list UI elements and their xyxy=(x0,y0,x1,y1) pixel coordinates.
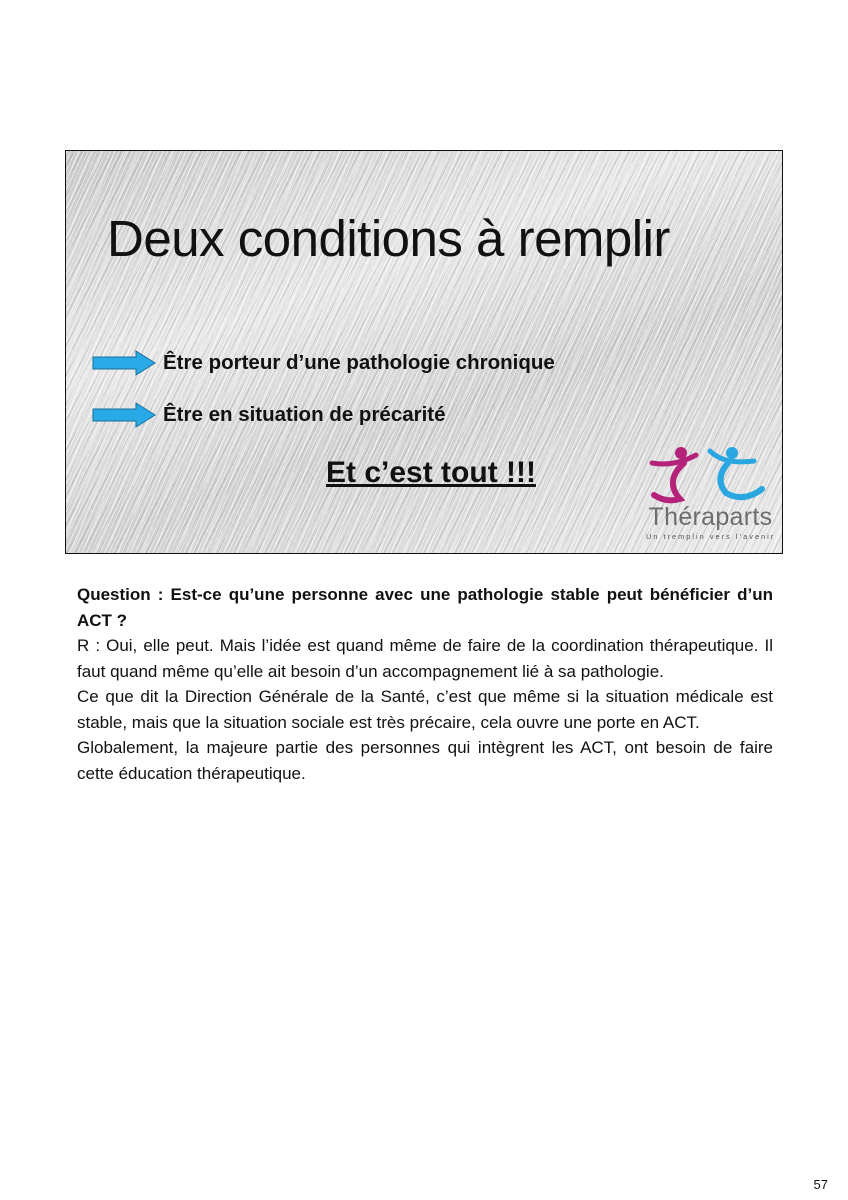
logo-name: Théraparts xyxy=(648,503,773,531)
bullet-text: Être porteur d’une pathologie chronique xyxy=(163,351,555,374)
transcript-text xyxy=(77,582,773,786)
slide xyxy=(65,150,783,554)
page-number: 57 xyxy=(813,1177,828,1192)
emphasis-text: Et c’est tout !!! xyxy=(326,456,536,489)
slide-title: Deux conditions à remplir xyxy=(107,210,670,267)
dancers-logo-icon xyxy=(644,445,774,509)
bullet-item xyxy=(92,349,555,377)
answer-paragraph: Ce que dit la Direction Générale de la Santé, c’est que même si la situation médicale est stable, mais que la situation sociale est très précaire, cela ouvre une porte en ACT. xyxy=(77,687,773,732)
bullet-text: Être en situation de précarité xyxy=(163,403,446,426)
right-arrow-icon xyxy=(92,350,156,376)
theraparts-logo xyxy=(644,445,774,545)
bullet-item xyxy=(92,401,446,429)
answer-paragraph: Globalement, la majeure partie des personnes qui intègrent les ACT, ont besoin de faire cette éducation thérapeutique. xyxy=(77,738,773,783)
question-paragraph: Question : Est-ce qu’une personne avec une pathologie stable peut bénéficier d’un ACT ? xyxy=(77,585,773,630)
logo-tagline: Un tremplin vers l’avenir xyxy=(646,532,776,541)
answer-paragraph: R : Oui, elle peut. Mais l’idée est quand même de faire de la coordination thérapeutique. Il faut quand même qu’elle ait besoin d’un accompagnement lié à sa pathologie. xyxy=(77,636,773,681)
right-arrow-icon xyxy=(92,402,156,428)
